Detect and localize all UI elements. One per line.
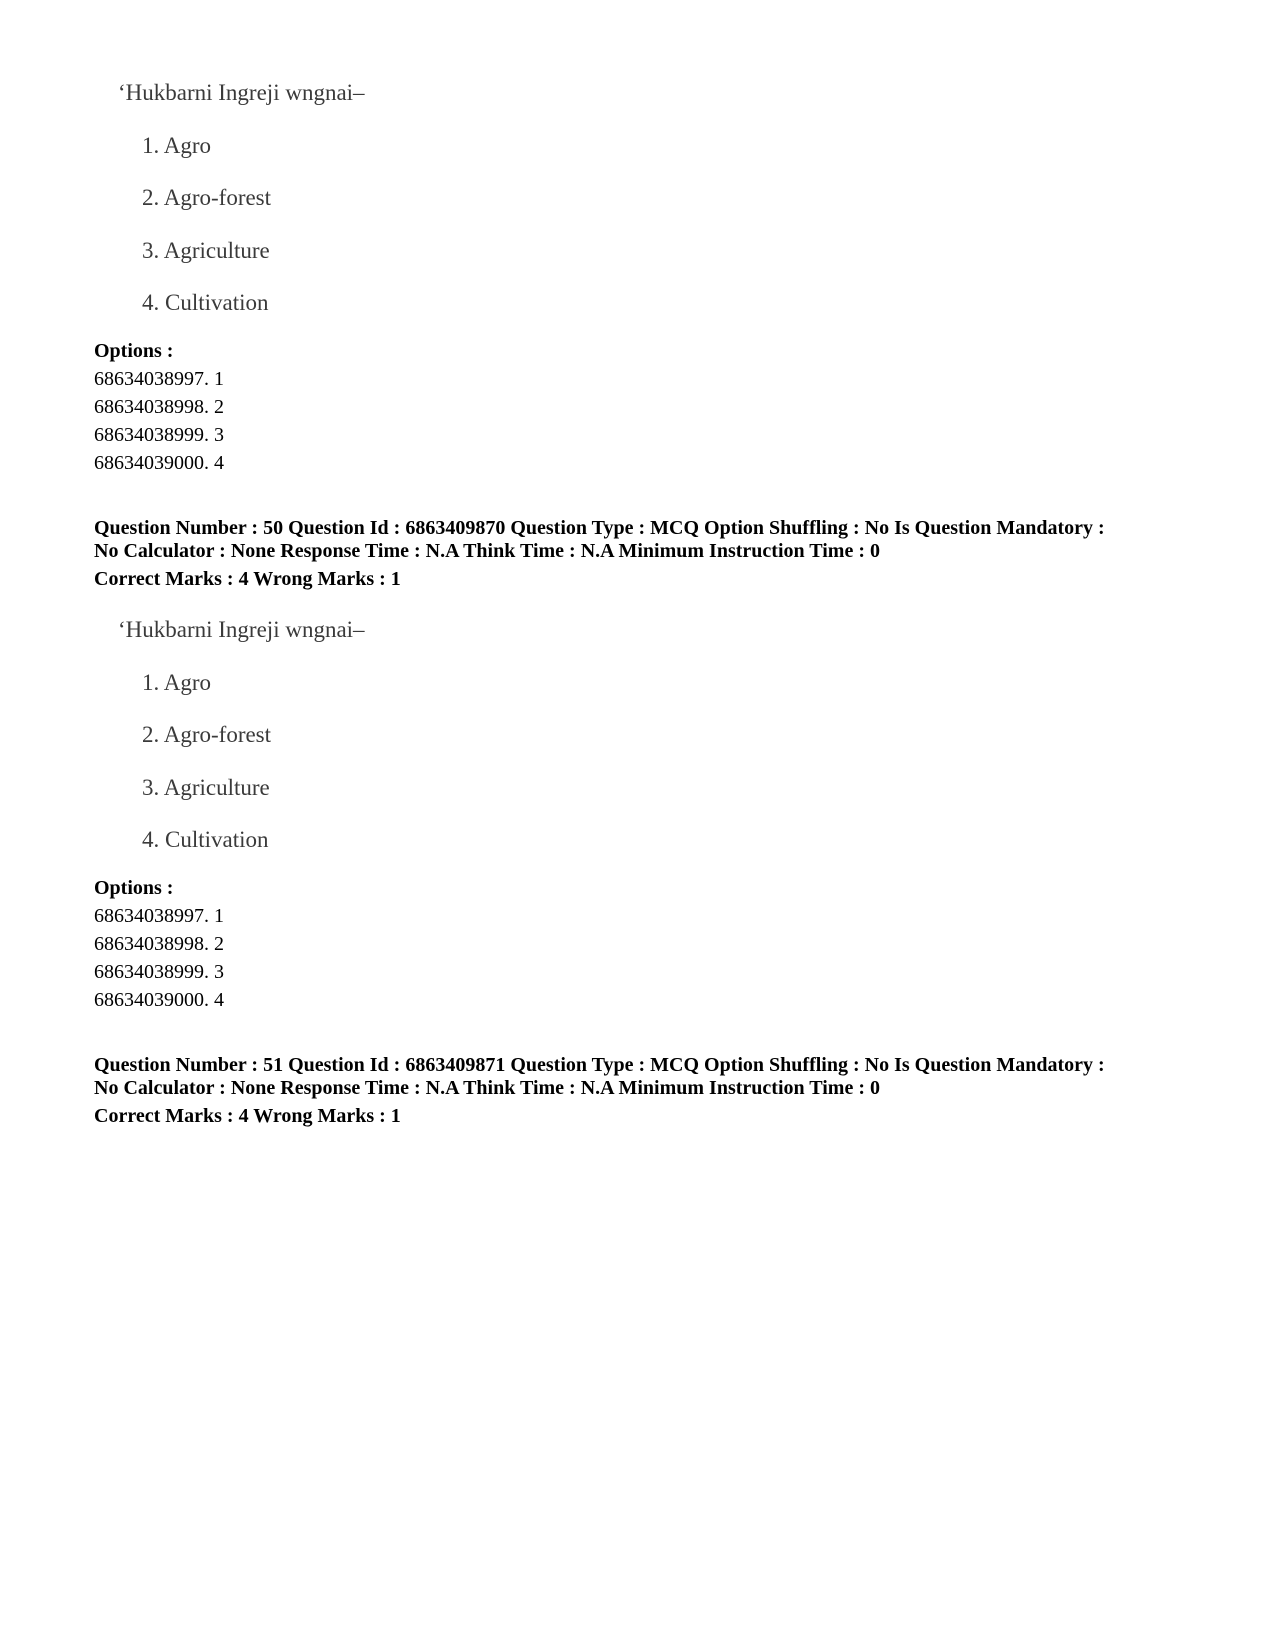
choice-4: 4. Cultivation (142, 290, 269, 315)
question-stem: ‘Hukbarni Ingreji wngnai– (118, 80, 365, 105)
question-meta-line-1: Question Number : 51 Question Id : 6863409871 Question Type : MCQ Option Shuffling : No Is Question Mandatory : (94, 1054, 1105, 1076)
question-meta-line-2: No Calculator : None Response Time : N.A Think Time : N.A Minimum Instruction Time : 0 (94, 1077, 880, 1099)
choice-2: 2. Agro-forest (142, 185, 272, 210)
question-marks: Correct Marks : 4 Wrong Marks : 1 (94, 568, 401, 590)
option-item: 68634039000. 4 (94, 989, 224, 1011)
option-item: 68634038999. 3 (94, 424, 224, 446)
choice-3: 3. Agriculture (142, 238, 270, 263)
question-meta-line-2: No Calculator : None Response Time : N.A Think Time : N.A Minimum Instruction Time : 0 (94, 540, 880, 562)
option-item: 68634038997. 1 (94, 905, 224, 927)
choice-3: 3. Agriculture (142, 775, 270, 800)
option-item: 68634038998. 2 (94, 396, 224, 418)
question-stem: ‘Hukbarni Ingreji wngnai– (118, 617, 365, 642)
options-heading: Options : (94, 340, 174, 362)
question-meta-line-1: Question Number : 50 Question Id : 6863409870 Question Type : MCQ Option Shuffling : No Is Question Mandatory : (94, 517, 1105, 539)
choice-4: 4. Cultivation (142, 827, 269, 852)
option-item: 68634039000. 4 (94, 452, 224, 474)
options-heading: Options : (94, 877, 174, 899)
choice-1: 1. Agro (142, 670, 211, 695)
option-item: 68634038999. 3 (94, 961, 224, 983)
option-item: 68634038997. 1 (94, 368, 224, 390)
choice-2: 2. Agro-forest (142, 722, 272, 747)
option-item: 68634038998. 2 (94, 933, 224, 955)
question-marks: Correct Marks : 4 Wrong Marks : 1 (94, 1105, 401, 1127)
choice-1: 1. Agro (142, 133, 211, 158)
